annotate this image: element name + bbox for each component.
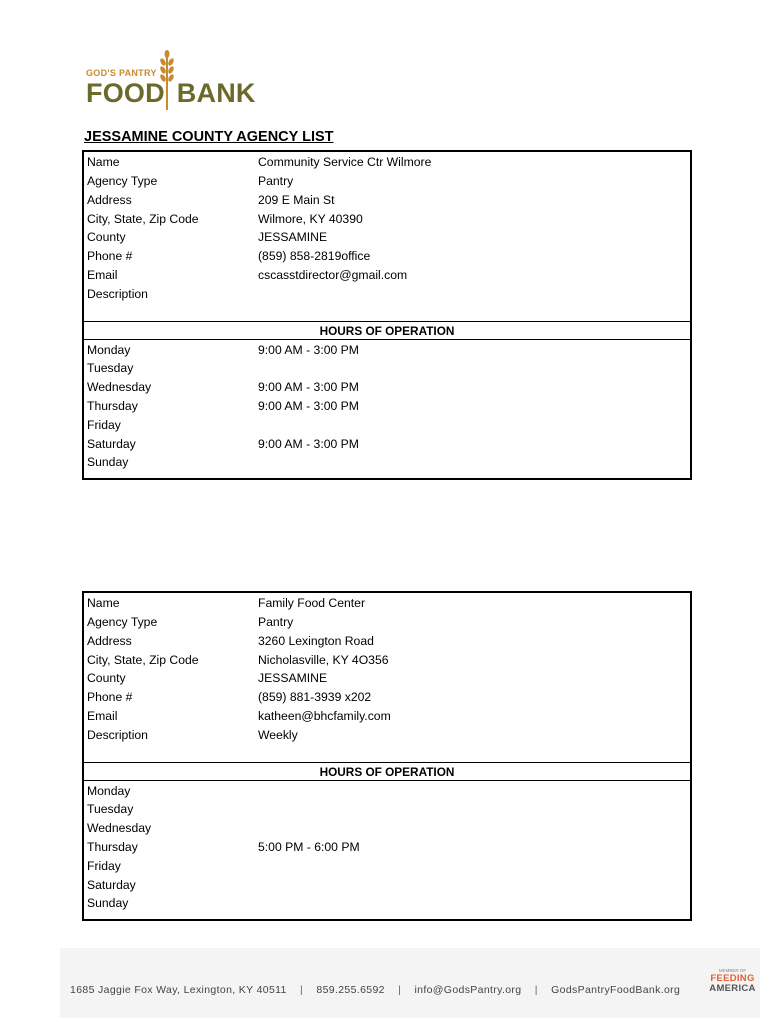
- hours-row-saturday: [84, 434, 690, 453]
- hours-header: HOURS OF OPERATION: [84, 762, 690, 781]
- hours-row-monday: [84, 340, 690, 359]
- feeding-america-logo: [705, 968, 760, 994]
- agency-type-label: Agency Type: [87, 174, 158, 189]
- city-state-zip-label: City, State, Zip Code: [87, 652, 199, 667]
- footer-separator: |: [300, 984, 304, 996]
- page-footer: [60, 948, 760, 1018]
- hours-row-friday: [84, 857, 690, 876]
- feeding-america-line1: FEEDING: [710, 973, 755, 984]
- description-row: [84, 285, 690, 304]
- email-label: Email: [87, 709, 118, 724]
- day-label: Saturday: [87, 877, 136, 892]
- email-value: cscasstdirector@gmail.com: [258, 268, 408, 283]
- description-label: Description: [87, 727, 148, 742]
- hours-value: 9:00 AM - 3:00 PM: [258, 380, 359, 395]
- county-value: JESSAMINE: [258, 671, 328, 686]
- city-state-zip-value: Nicholasville, KY 4O356: [258, 652, 389, 667]
- city-state-zip-row: [84, 209, 690, 228]
- description-row: [84, 726, 690, 745]
- email-label: Email: [87, 268, 118, 283]
- day-label: Wednesday: [87, 821, 152, 836]
- day-label: Sunday: [87, 896, 129, 911]
- city-state-zip-value: Wilmore, KY 40390: [258, 211, 363, 226]
- day-label: Thursday: [87, 399, 138, 414]
- agency-info: [84, 593, 690, 762]
- email-value: katheen@bhcfamily.com: [258, 709, 391, 724]
- day-label: Friday: [87, 417, 121, 432]
- feeding-america-member-text: MEMBER OF: [718, 968, 747, 973]
- agency-type-row: [84, 172, 690, 191]
- agency-type-value: Pantry: [258, 174, 294, 189]
- hours-row-saturday: [84, 875, 690, 894]
- hours-row-wednesday: [84, 819, 690, 838]
- hours-value: 9:00 AM - 3:00 PM: [258, 436, 359, 451]
- county-row: [84, 669, 690, 688]
- phone-label: Phone #: [87, 249, 133, 264]
- hours-value: 9:00 AM - 3:00 PM: [258, 342, 359, 357]
- agency-info: [84, 152, 690, 321]
- hours-value: 9:00 AM - 3:00 PM: [258, 399, 359, 414]
- logo-word-food: FOOD: [86, 78, 165, 108]
- day-label: Monday: [87, 783, 131, 798]
- footer-website: GodsPantryFoodBank.org: [551, 984, 681, 996]
- phone-label: Phone #: [87, 690, 133, 705]
- day-label: Sunday: [87, 455, 129, 470]
- address-label: Address: [87, 192, 132, 207]
- hours-list: [84, 781, 690, 913]
- hours-row-tuesday: [84, 359, 690, 378]
- address-value: 3260 Lexington Road: [258, 633, 374, 648]
- logo-wordmark: [86, 78, 256, 109]
- agency-type-row: [84, 613, 690, 632]
- hours-row-thursday: [84, 838, 690, 857]
- name-value: Community Service Ctr Wilmore: [258, 155, 432, 170]
- logo-word-bank: BANK: [176, 78, 256, 108]
- gods-pantry-food-bank-logo: [86, 50, 256, 120]
- county-value: JESSAMINE: [258, 230, 328, 245]
- address-row: [84, 191, 690, 210]
- day-label: Tuesday: [87, 361, 134, 376]
- feeding-america-line2: AMERICA: [709, 983, 756, 994]
- name-label: Name: [87, 596, 120, 611]
- agency-type-value: Pantry: [258, 615, 294, 630]
- address-value: 209 E Main St: [258, 192, 335, 207]
- phone-row: [84, 688, 690, 707]
- hours-row-sunday: [84, 894, 690, 913]
- day-label: Wednesday: [87, 380, 152, 395]
- hours-value: 5:00 PM - 6:00 PM: [258, 840, 360, 855]
- footer-phone: 859.255.6592: [316, 984, 385, 996]
- county-row: [84, 228, 690, 247]
- hours-row-sunday: [84, 453, 690, 472]
- name-row: [84, 594, 690, 613]
- email-row: [84, 266, 690, 285]
- hours-row-monday: [84, 781, 690, 800]
- day-label: Thursday: [87, 840, 138, 855]
- name-value: Family Food Center: [258, 596, 366, 611]
- county-label: County: [87, 230, 126, 245]
- day-label: Friday: [87, 858, 121, 873]
- day-label: Tuesday: [87, 802, 134, 817]
- city-state-zip-label: City, State, Zip Code: [87, 211, 199, 226]
- footer-separator: |: [534, 984, 538, 996]
- hours-row-wednesday: [84, 378, 690, 397]
- footer-separator: |: [398, 984, 402, 996]
- page-title: JESSAMINE COUNTY AGENCY LIST: [84, 129, 334, 145]
- address-row: [84, 632, 690, 651]
- hours-row-friday: [84, 416, 690, 435]
- email-row: [84, 707, 690, 726]
- phone-value: (859) 858-2819office: [258, 249, 371, 264]
- description-value: Weekly: [258, 727, 298, 742]
- name-label: Name: [87, 155, 120, 170]
- phone-row: [84, 247, 690, 266]
- description-label: Description: [87, 286, 148, 301]
- agency-card: [82, 591, 692, 921]
- name-row: [84, 153, 690, 172]
- city-state-zip-row: [84, 650, 690, 669]
- day-label: Saturday: [87, 436, 136, 451]
- county-label: County: [87, 671, 126, 686]
- hours-row-thursday: [84, 397, 690, 416]
- hours-row-tuesday: [84, 800, 690, 819]
- hours-header: HOURS OF OPERATION: [84, 321, 690, 340]
- agency-card: [82, 150, 692, 480]
- footer-contact-line: [70, 984, 680, 996]
- footer-email: info@GodsPantry.org: [414, 984, 522, 996]
- logo-small-text: GOD'S PANTRY: [86, 68, 157, 78]
- hours-list: [84, 340, 690, 472]
- agency-type-label: Agency Type: [87, 615, 158, 630]
- phone-value: (859) 881-3939 x202: [258, 690, 372, 705]
- footer-address: 1685 Jaggie Fox Way, Lexington, KY 40511: [70, 984, 287, 996]
- address-label: Address: [87, 633, 132, 648]
- day-label: Monday: [87, 342, 131, 357]
